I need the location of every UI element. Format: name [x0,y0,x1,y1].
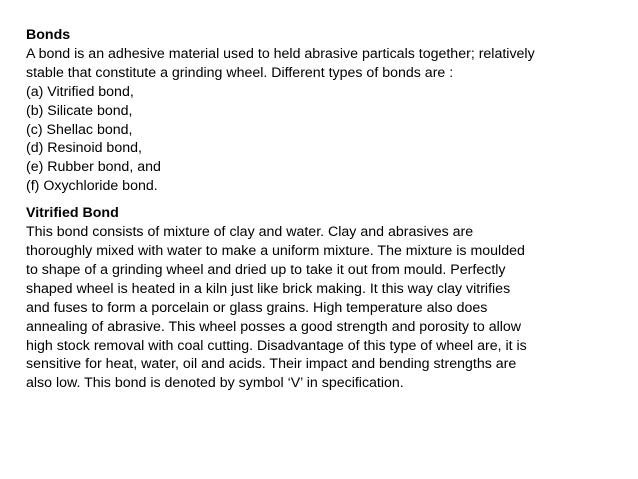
vitrified-line-2: thoroughly mixed with water to make a uniform mixture. The mixture is moulded [26,242,525,259]
bond-type-vitrified: (a) Vitrified bond, [26,83,134,100]
vitrified-line-4: shaped wheel is heated in a kiln just like brick making. It this way clay vitrifies [26,280,511,297]
section-spacer [26,196,616,204]
vitrified-line-5: and fuses to form a porcelain or glass grains. High temperature also does [26,299,488,316]
bond-type-shellac: (c) Shellac bond, [26,121,133,138]
vitrified-bond-heading: Vitrified Bond [26,205,119,222]
vitrified-line-9: also low. This bond is denoted by symbol ‘V’ in specification. [26,375,404,392]
bond-type-silicate: (b) Silicate bond, [26,102,133,119]
bond-type-resinoid: (d) Resinoid bond, [26,140,142,157]
vitrified-line-8: sensitive for heat, water, oil and acids. Their impact and bending strengths are [26,356,517,373]
bond-type-oxychloride: (f) Oxychloride bond. [26,178,158,195]
bonds-section [26,26,616,196]
bonds-heading: Bonds [26,27,71,43]
bond-type-rubber: (e) Rubber bond, and [26,159,161,176]
bonds-intro-line-1: A bond is an adhesive material used to held abrasive particals together; relatively [26,45,535,62]
vitrified-line-1: This bond consists of mixture of clay and water. Clay and abrasives are [26,224,474,241]
vitrified-line-6: annealing of abrasive. This wheel posses a good strength and porosity to allow [26,318,522,335]
bond-types-list [26,83,616,196]
slide-content [26,26,616,393]
bonds-intro-line-2: stable that constitute a grinding wheel. Different types of bonds are : [26,64,454,81]
vitrified-line-3: to shape of a grinding wheel and dried up to take it out from mould. Perfectly [26,261,506,278]
vitrified-line-7: high stock removal with coal cutting. Disadvantage of this type of wheel are, it is [26,337,527,354]
vitrified-bond-section [26,204,616,393]
